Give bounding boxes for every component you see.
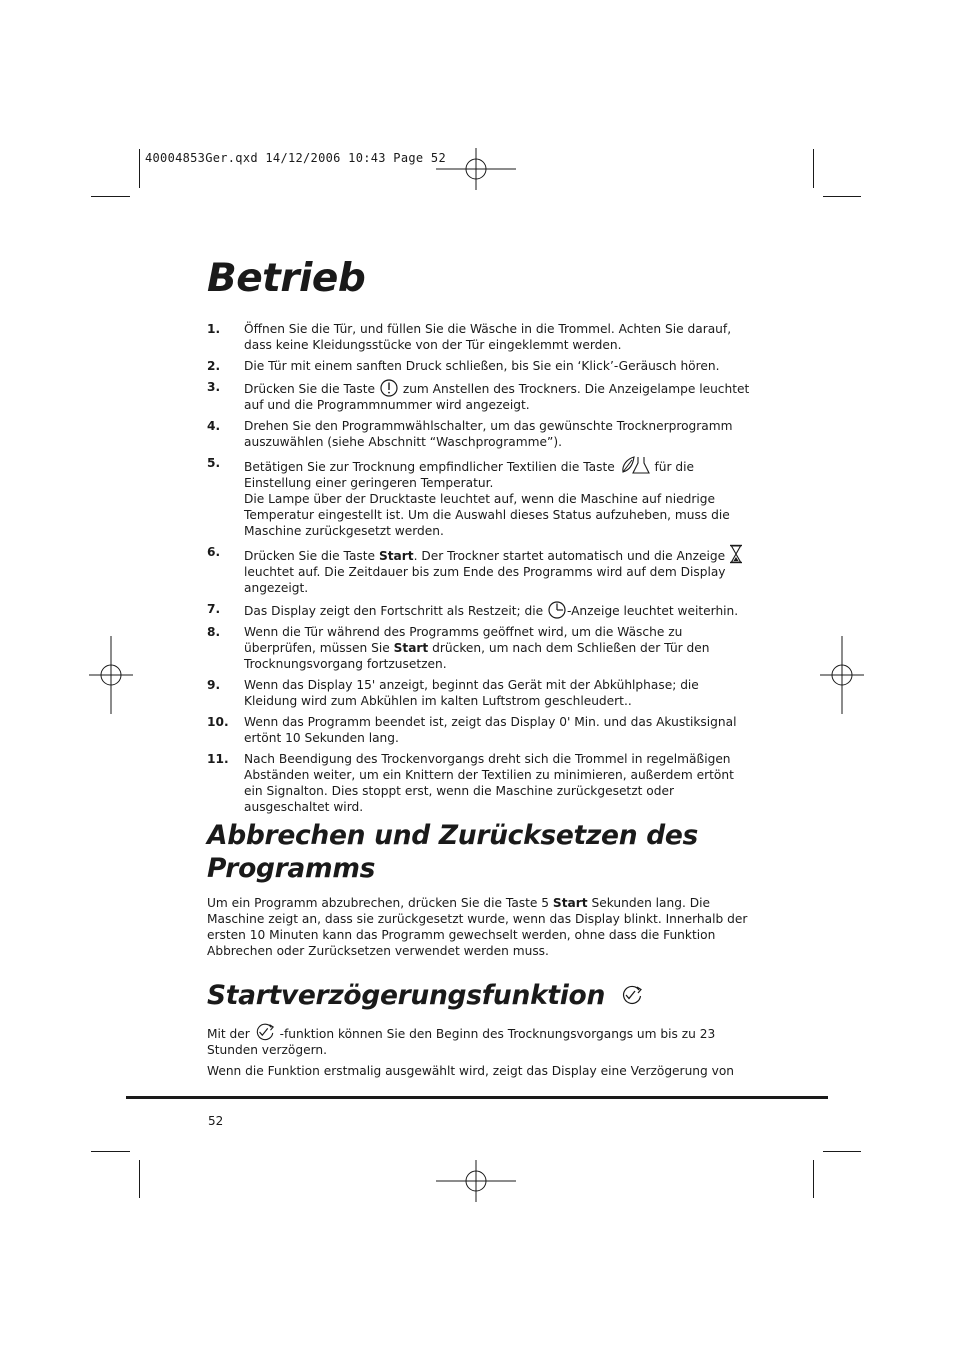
crop-mark <box>823 196 861 197</box>
heading-text: Startverzögerungsfunktion <box>207 980 606 1011</box>
paragraph-text: Um ein Programm abzubrechen, drücken Sie die Taste 5 <box>207 896 550 910</box>
operation-steps <box>207 321 750 820</box>
step-text: Das Display zeigt den Fortschritt als Restzeit; die <box>244 604 544 618</box>
footer-rule <box>126 1096 828 1099</box>
crop-mark <box>813 149 814 188</box>
step-text: Maschine zurückgesetzt werden. <box>244 524 444 538</box>
step-number: 5. <box>207 456 221 470</box>
crop-mark <box>139 149 140 188</box>
registration-mark-bottom <box>436 1160 516 1202</box>
step-text: auf und die Programmnummer wird angezeigt. <box>244 398 530 412</box>
step-text: leuchtet auf. Die Zeitdauer bis zum Ende des Programms wird auf dem Display <box>244 565 726 579</box>
step-text: für die <box>654 460 695 474</box>
step-number: 6. <box>207 545 221 559</box>
crop-mark <box>139 1160 140 1198</box>
step-text: Wenn das Programm beendet ist, zeigt das Display 0' Min. und das Akustiksignal <box>244 715 737 729</box>
list-item <box>207 455 747 539</box>
step-text: -Anzeige leuchtet weiterhin. <box>566 604 739 618</box>
step-text: Nach Beendigung des Trockenvorgangs dreht sich die Trommel in regelmäßigen <box>244 752 731 766</box>
step-text: Die Tür mit einem sanften Druck schließen, bis Sie ein ‘Klick’-Geräusch hören. <box>244 359 720 373</box>
step-text: Abständen weiter, um ein Knittern der Textilien zu minimieren, außerdem ertönt <box>244 768 734 782</box>
registration-mark-left <box>89 636 133 714</box>
step-number: 10. <box>207 715 229 729</box>
delicate-icon <box>619 455 651 475</box>
step-text: Die Lampe über der Drucktaste leuchtet auf, wenn die Maschine auf niedrige <box>244 492 716 506</box>
list-item <box>207 677 747 709</box>
step-text: Einstellung einer geringeren Temperatur. <box>244 476 494 490</box>
paragraph-text: Mit der <box>207 1027 250 1041</box>
step-text: Kleidung wird zum Abkühlen im kalten Luftstrom geschleudert.. <box>244 694 632 708</box>
cancel-section-heading <box>207 819 698 885</box>
step-text: Öffnen Sie die Tür, und füllen Sie die Wäsche in die Trommel. Achten Sie darauf, <box>244 322 732 336</box>
paragraph-text: Wenn die Funktion erstmalig ausgewählt wird, zeigt das Display eine Verzögerung von <box>207 1064 735 1078</box>
crop-mark <box>813 1160 814 1198</box>
paragraph-text: Stunden verzögern. <box>207 1043 328 1057</box>
step-text-line <box>244 544 747 564</box>
crop-mark <box>823 1151 861 1152</box>
crop-mark <box>91 196 130 197</box>
clock-icon <box>547 601 567 619</box>
step-number: 1. <box>207 322 221 336</box>
step-text: ertönt 10 Sekunden lang. <box>244 731 399 745</box>
delay-timer-icon <box>254 1022 276 1042</box>
paragraph-text: Maschine zeigt an, dass sie zurückgesetzt wurde, wenn das Display blinkt. Innerhalb der <box>207 912 748 926</box>
step-text: ein Signalton. Dies stoppt erst, wenn die Maschine zurückgesetzt oder <box>244 784 674 798</box>
page-number: 52 <box>208 1114 224 1128</box>
step-number: 8. <box>207 625 221 639</box>
step-text: auszuwählen (siehe Abschnitt “Waschprogramme”). <box>244 435 562 449</box>
step-text: dass keine Kleidungsstücke von der Tür eingeklemmt werden. <box>244 338 622 352</box>
step-text: zum Anstellen des Trockners. Die Anzeigelampe leuchtet <box>402 382 750 396</box>
step-text: angezeigt. <box>244 581 309 595</box>
step-text: ausgeschaltet wird. <box>244 800 364 814</box>
step-text: Drücken Sie die Taste <box>244 549 376 563</box>
heading-line: Abbrechen und Zurücksetzen des <box>207 820 699 851</box>
registration-mark-right <box>820 636 864 714</box>
step-text: Wenn das Display 15' anzeigt, beginnt das Gerät mit der Abkühlphase; die <box>244 678 699 692</box>
power-icon <box>379 379 399 397</box>
step-text: Trocknungsvorgang fortzusetzen. <box>244 657 447 671</box>
step-text: überprüfen, müssen Sie <box>244 641 390 655</box>
hourglass-icon <box>729 544 743 564</box>
paragraph-text: ersten 10 Minuten kann das Programm gewechselt werden, ohne dass die Funktion <box>207 928 716 942</box>
step-number: 11. <box>207 752 229 766</box>
step-number: 9. <box>207 678 221 692</box>
step-number: 2. <box>207 359 221 373</box>
list-item <box>207 714 747 746</box>
list-item <box>207 544 747 596</box>
step-number: 4. <box>207 419 221 433</box>
list-item <box>207 358 747 374</box>
list-item <box>207 321 747 353</box>
step-number: 7. <box>207 602 221 616</box>
step-text: Drücken Sie die Taste <box>244 382 376 396</box>
list-item <box>207 624 747 672</box>
list-item <box>207 751 747 815</box>
paragraph-text: -funktion können Sie den Beginn des Trocknungsvorgangs um bis zu 23 <box>279 1027 716 1041</box>
page-title: Betrieb <box>207 256 366 301</box>
step-text: Betätigen Sie zur Trocknung empfindlicher Textilien die Taste <box>244 460 615 474</box>
delay-section-heading <box>207 979 644 1012</box>
paragraph-text: Abbrechen oder Zurücksetzen verwendet werden muss. <box>207 944 549 958</box>
step-number: 3. <box>207 380 221 394</box>
heading-line: Programms <box>207 853 376 884</box>
list-item <box>207 601 747 619</box>
start-label: Start <box>378 549 414 563</box>
list-item <box>207 379 750 413</box>
print-slug: 40004853Ger.qxd 14/12/2006 10:43 Page 52 <box>145 151 446 165</box>
cancel-section-text <box>207 895 747 959</box>
paragraph-text: Sekunden lang. Die <box>591 896 710 910</box>
step-text: drücken, um nach dem Schließen der Tür den <box>432 641 710 655</box>
paragraph-line <box>207 1022 747 1042</box>
registration-mark-top <box>436 148 516 190</box>
delay-section-text <box>207 1022 747 1079</box>
start-label: Start <box>393 641 429 655</box>
step-text: . Der Trockner startet automatisch und die Anzeige <box>413 549 726 563</box>
step-text: Wenn die Tür während des Programms geöffnet wird, um die Wäsche zu <box>244 625 683 639</box>
step-text-line <box>244 379 750 397</box>
crop-mark <box>91 1151 130 1152</box>
paragraph-line <box>207 895 747 911</box>
step-text: Temperatur eingestellt ist. Um die Auswahl dieses Status aufzuheben, muss die <box>244 508 730 522</box>
step-text-line <box>244 455 747 475</box>
step-text: Drehen Sie den Programmwählschalter, um das gewünschte Trocknerprogramm <box>244 419 733 433</box>
step-text-line <box>244 640 747 656</box>
delay-timer-icon <box>620 984 644 1006</box>
start-label: Start <box>552 896 588 910</box>
list-item <box>207 418 747 450</box>
step-text-line <box>244 601 747 619</box>
